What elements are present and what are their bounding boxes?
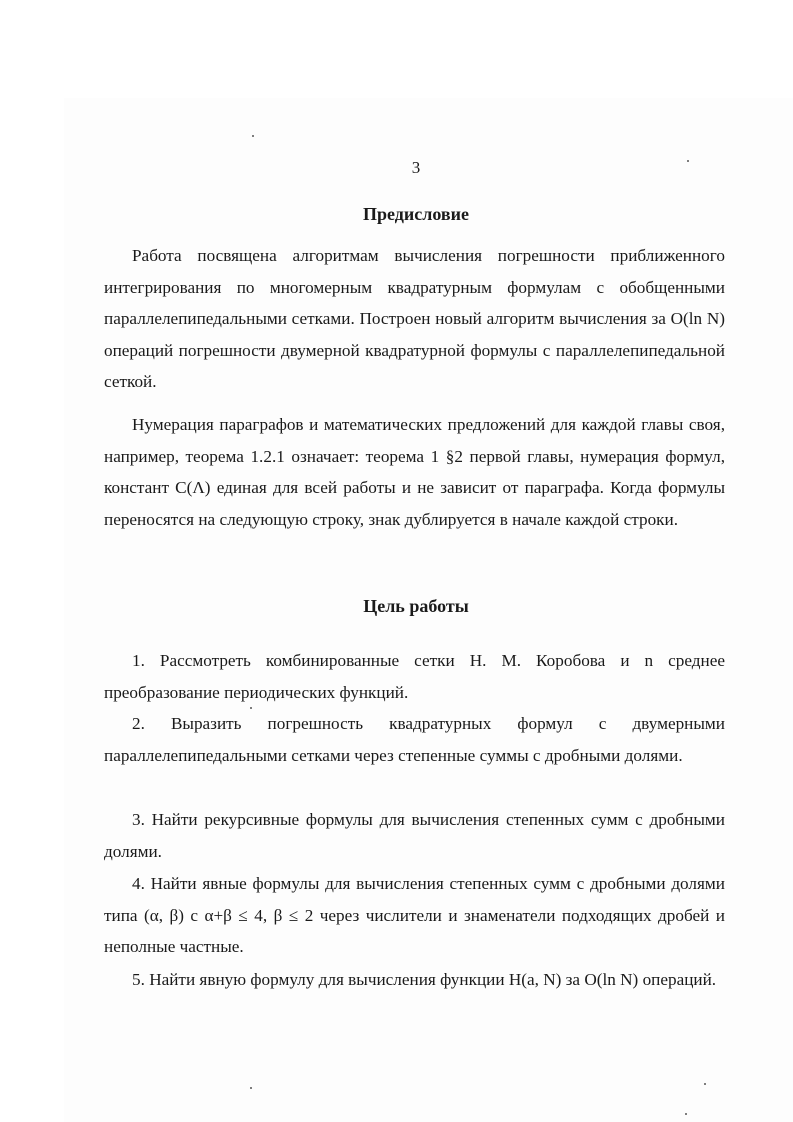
scan-speck: [704, 1083, 706, 1085]
scan-speck: [252, 135, 254, 137]
goal-item-4: 4. Найти явные формулы для вычисления степенных сумм с дробными долями типа (α, β) с α+β ≤ 4, β ≤ 2 через числители и знаменатели подходящих дробей и неполные частные.: [104, 874, 725, 957]
goals-heading: Цель работы: [363, 596, 469, 616]
goal-item-1: 1. Рассмотреть комбинированные сетки Н. М. Коробова и n среднее преобразование периодических функций.: [104, 651, 725, 702]
goal-item-3: 3. Найти рекурсивные формулы для вычисления степенных сумм с дробными долями.: [104, 810, 725, 861]
preface-heading: Предисловие: [363, 204, 469, 224]
page-number: 3: [411, 158, 421, 177]
scan-speck: [250, 1087, 252, 1089]
scan-speck: [685, 1113, 687, 1115]
goal-item-5: 5. Найти явную формулу для вычисления функции H(a, N) за O(ln N) операций.: [132, 970, 717, 989]
preface-paragraph-2: Нумерация параграфов и математических предложений для каждой главы своя, например, теорема 1.2.1 означает: теорема 1 §2 первой главы, нумерация формул, констант C(Λ) единая для всей работы и не зависит от параграфа. Когда формулы переносятся на следующую строку, знак дублируется в начале каждой строки.: [104, 415, 725, 529]
preface-paragraph-1: Работа посвящена алгоритмам вычисления погрешности приближенного интегрирования по многомерным квадратурным формулам с обобщенными параллелепипедальными сетками. Построен новый алгоритм вычисления за O(ln N) операций погрешности двумерной квадратурной формулы с параллелепипедальной сеткой.: [104, 246, 725, 392]
scan-speck: [687, 160, 689, 162]
scan-speck: [250, 707, 252, 709]
goal-item-2: 2. Выразить погрешность квадратурных формул с двумерными параллелепипедальными сетками через степенные суммы с дробными долями.: [104, 714, 725, 765]
